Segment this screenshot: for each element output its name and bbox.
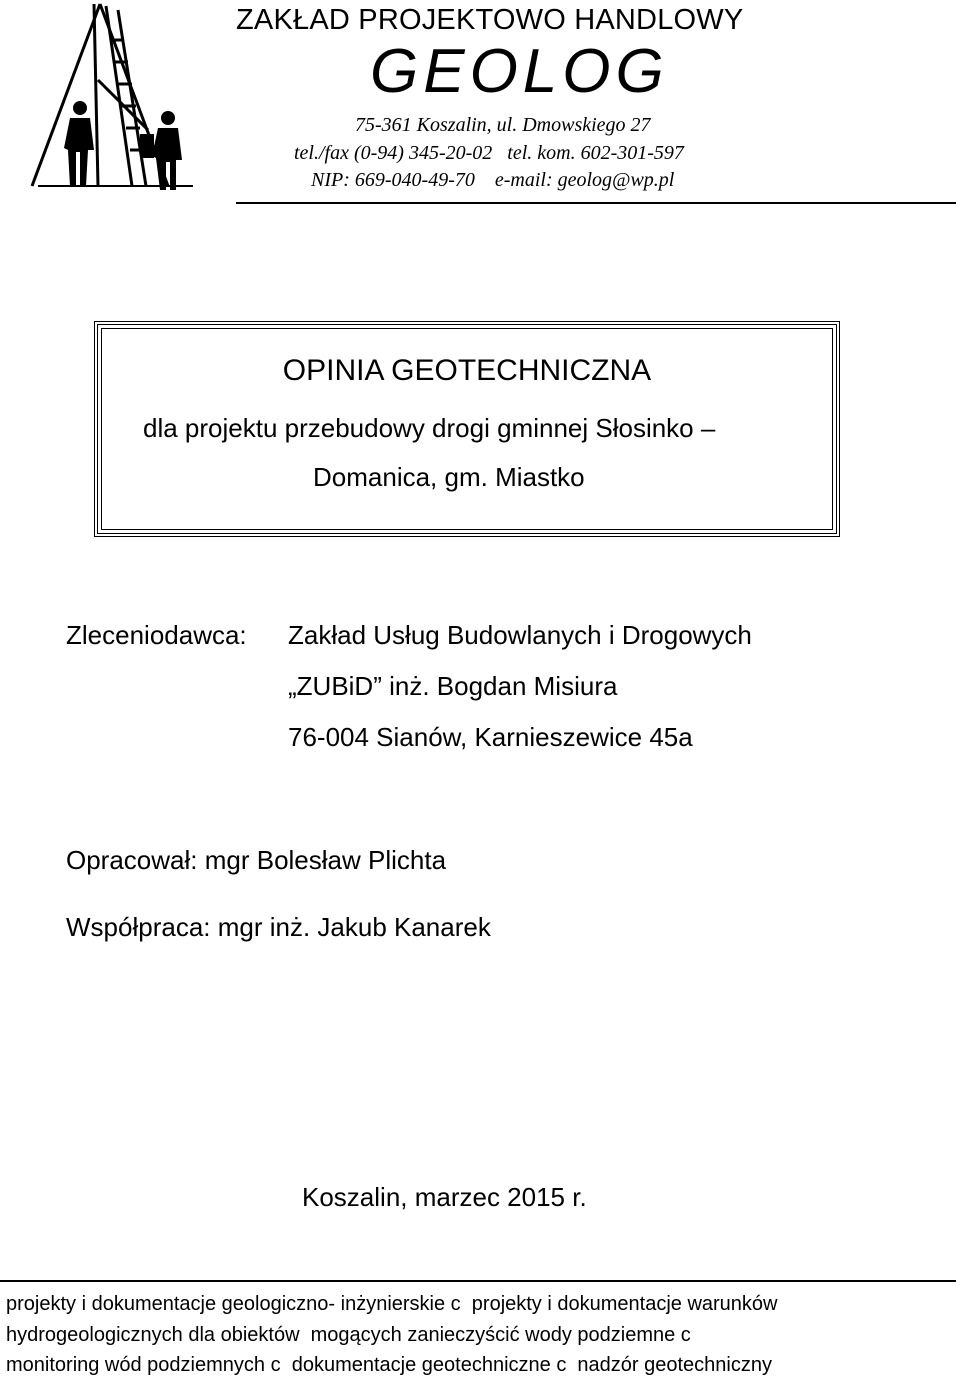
client-label: Zleceniodawca: bbox=[66, 620, 247, 650]
client-name: Zakład Usług Budowlanych i Drogowych bbox=[288, 620, 752, 650]
document-subtitle-line2: Domanica, gm. Miastko bbox=[313, 462, 585, 492]
prepared-by: Opracował: mgr Bolesław Plichta bbox=[66, 845, 447, 875]
company-name: GEOLOG bbox=[370, 37, 669, 106]
drilling-rig-logo-icon bbox=[28, 0, 203, 195]
footer-line: hydrogeologicznych dla obiektów mogących zanieczyścić wody podziemne c bbox=[6, 1324, 691, 1346]
cooperation: Współpraca: mgr inż. Jakub Kanarek bbox=[66, 912, 491, 942]
document-title: OPINIA GEOTECHNICZNA bbox=[282, 354, 652, 387]
footer-line: monitoring wód podziemnych c dokumentacje geotechniczne c nadzór geotechniczny bbox=[6, 1354, 772, 1376]
document-subtitle-line1: dla projektu przebudowy drogi gminnej Słosinko – bbox=[143, 413, 716, 443]
place-date: Koszalin, marzec 2015 r. bbox=[302, 1182, 587, 1212]
footer-divider bbox=[0, 1280, 956, 1282]
company-address: 75-361 Koszalin, ul. Dmowskiego 27 bbox=[355, 114, 651, 136]
client-representative: „ZUBiD” inż. Bogdan Misiura bbox=[288, 671, 618, 701]
company-nip-email: NIP: 669-040-49-70 e-mail: geolog@wp.pl bbox=[311, 169, 675, 191]
client-address: 76-004 Sianów, Karnieszewice 45a bbox=[288, 722, 693, 752]
header-divider bbox=[236, 202, 956, 204]
company-phone: tel./fax (0-94) 345-20-02 tel. kom. 602-301-597 bbox=[294, 142, 684, 164]
footer-line: projekty i dokumentacje geologiczno- inżynierskie c projekty i dokumentacje warunków bbox=[6, 1293, 778, 1315]
company-type: ZAKŁAD PROJEKTOWO HANDLOWY bbox=[236, 4, 744, 36]
